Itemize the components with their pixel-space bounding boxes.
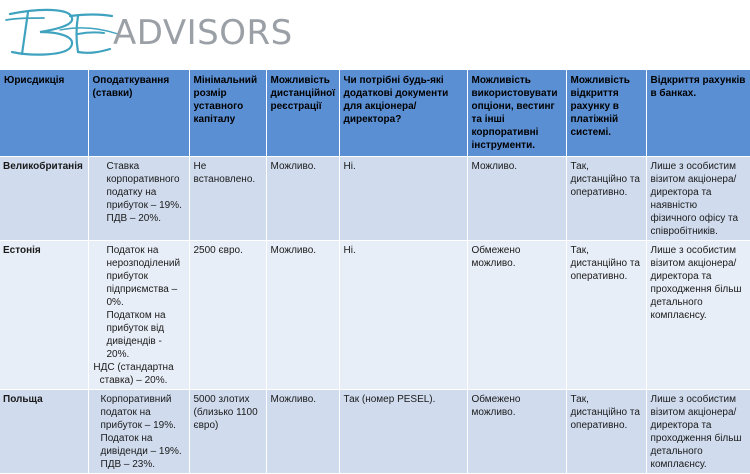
cell-jurisdiction: Польща: [0, 390, 88, 474]
cell-additional-documents: Так (номер PESEL).: [339, 390, 467, 474]
cell-taxation: [88, 241, 189, 390]
header-corporate-instruments: Можливість використовувати опціони, вестинг та інші корпоративні інструменти.: [467, 70, 566, 157]
table-row: [0, 390, 750, 474]
cell-min-capital: Не встановлено.: [189, 157, 266, 241]
table-row: [0, 157, 750, 241]
jurisdiction-comparison-table: [0, 70, 750, 474]
cell-corporate-instruments: Можливо.: [467, 157, 566, 241]
cell-bank-accounts: Лише з особистим візитом акціонера/директора та наявністю фізичного офісу та співробітників.: [646, 157, 750, 241]
cell-remote-registration: Можливо.: [266, 390, 339, 474]
tax-line: Ставка корпоративного податку на прибуток – 19%.: [106, 161, 182, 211]
table-header-row: [0, 70, 750, 157]
header-remote-registration: Можливість дистанційної реєстрації: [266, 70, 339, 157]
header-taxation: Оподаткування (ставки): [88, 70, 189, 157]
tax-line: ПДВ – 23%.: [100, 459, 156, 470]
cell-remote-registration: Можливо.: [266, 241, 339, 390]
cell-remote-registration: Можливо.: [266, 157, 339, 241]
brand-logo: [0, 0, 750, 66]
cell-additional-documents: Ні.: [339, 157, 467, 241]
cell-additional-documents: Ні.: [339, 241, 467, 390]
be-logo-mark: [0, 0, 120, 62]
header-additional-documents: Чи потрібні будь-які додаткові документи для акціонера/директора?: [339, 70, 467, 157]
cell-payment-system: Так, дистанційно та оперативно.: [566, 390, 646, 474]
cell-min-capital: 5000 злотих (близько 1100 євро): [189, 390, 266, 474]
header-min-capital: Мінімальний розмір уставного капіталу: [189, 70, 266, 157]
tax-line: ПДВ – 20%.: [106, 213, 162, 224]
brand-name: ADVISORS: [113, 13, 293, 53]
tax-line: Корпоративний податок на прибуток – 19%.: [100, 394, 176, 431]
cell-jurisdiction: Великобританія: [0, 157, 88, 241]
cell-jurisdiction: Естонія: [0, 241, 88, 390]
cell-bank-accounts: Лише з особистим візитом акціонера/директора та проходження більш детального комплаєнсу.: [646, 390, 750, 474]
cell-taxation: [88, 157, 189, 241]
tax-line: Податок на нерозподілений прибуток підприємства – 0%.: [106, 245, 181, 308]
cell-taxation: [88, 390, 189, 474]
tax-line: Податок на дивіденди – 19%.: [100, 433, 182, 457]
cell-payment-system: Так, дистанційно та оперативно.: [566, 157, 646, 241]
tax-line: НДС (стандартна ставка) – 20%.: [93, 362, 174, 386]
cell-corporate-instruments: Обмежено можливо.: [467, 241, 566, 390]
cell-corporate-instruments: Обмежено можливо.: [467, 390, 566, 474]
header-jurisdiction: Юрисдикція: [0, 70, 88, 157]
cell-bank-accounts: Лише з особистим візитом акціонера/директора та проходження більш детального комплаєнсу.: [646, 241, 750, 390]
header-payment-system: Можливість відкриття рахунку в платіжній системі.: [566, 70, 646, 157]
cell-min-capital: 2500 євро.: [189, 241, 266, 390]
header-bank-accounts: Відкриття рахунків в банках.: [646, 70, 750, 157]
cell-payment-system: Так, дистанційно та оперативно.: [566, 241, 646, 390]
tax-line: Податком на прибуток від дивідендів - 20%.: [106, 310, 166, 360]
table-row: [0, 241, 750, 390]
